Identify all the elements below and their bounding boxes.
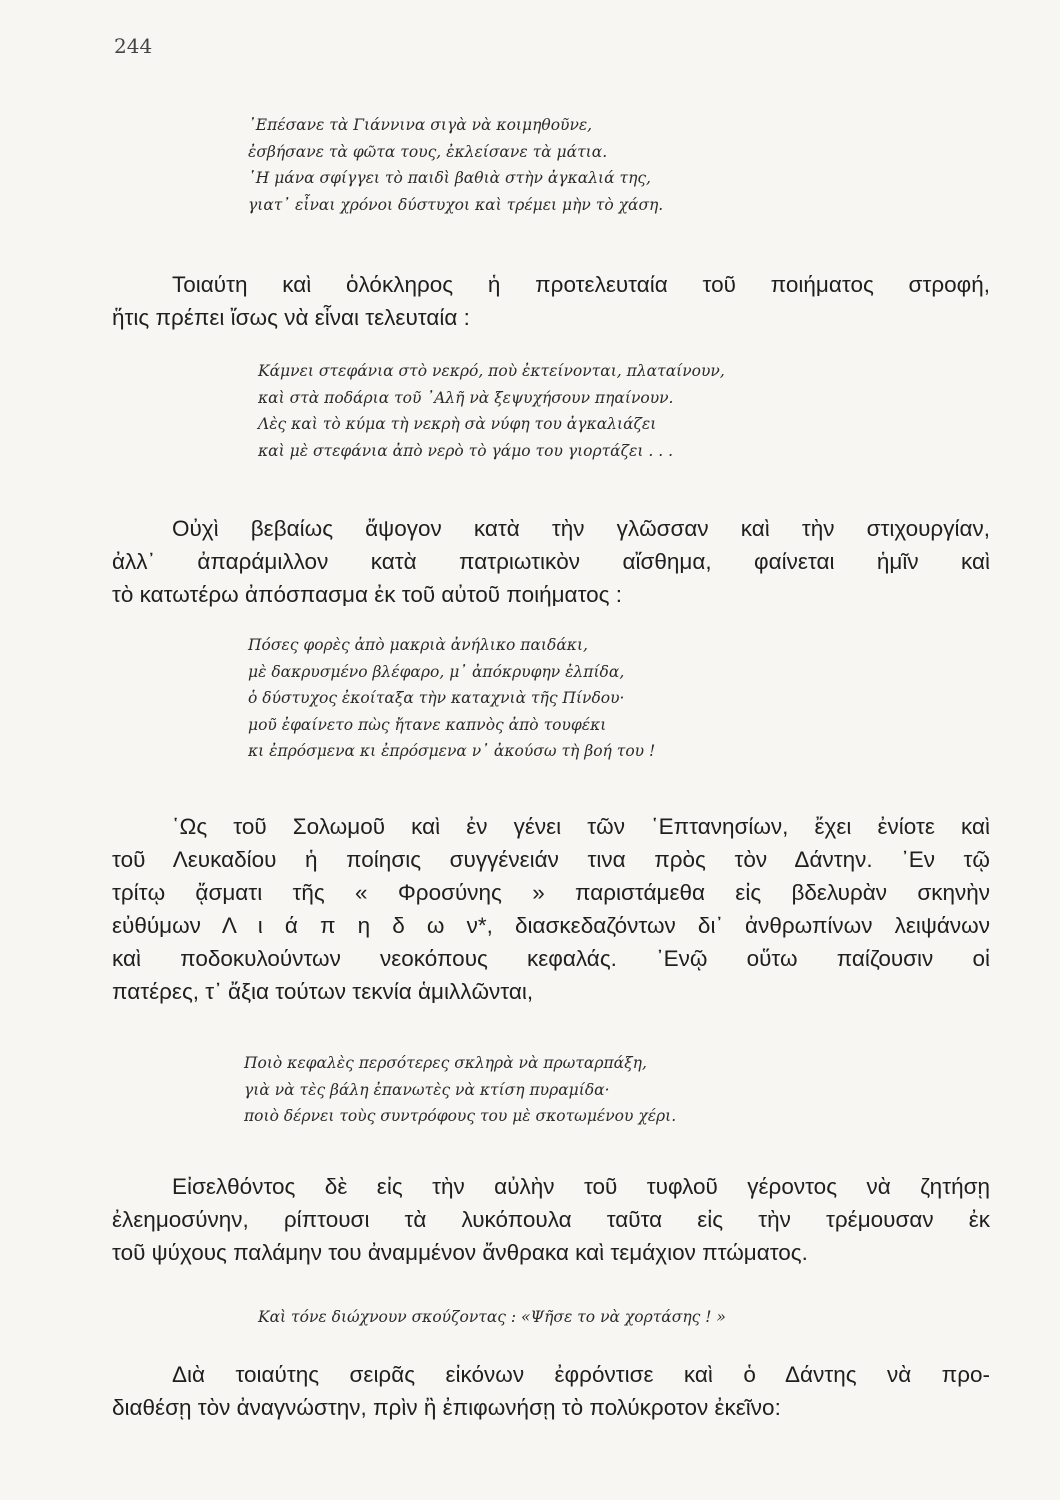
paragraph-line: καὶ ποδοκυλούντων νεοκόπους κεφαλάς. ᾿Ενῷ οὕτω παίζουσιν οἱ (112, 946, 990, 971)
verse-line: ῾Η μάνα σφίγγει τὸ παιδὶ βαθιὰ στὴν ἀγκαλιά της, (248, 169, 651, 187)
paragraph-line: Διὰ τοιαύτης σειρᾶς εἰκόνων ἐφρόντισε καὶ ὁ Δάντης νὰ προ- (172, 1362, 990, 1387)
verse-line: Ποιὸ κεφαλὲς περσότερες σκληρὰ νὰ πρωταρπάξη, (244, 1054, 647, 1072)
paragraph-line: τρίτῳ ᾄσματι τῆς « Φροσύνης » παριστάμεθα εἰς βδελυρὰν σκηνὴν (112, 880, 990, 905)
verse-line: Πόσες φορὲς ἀπὸ μακριὰ ἀνήλικο παιδάκι, (248, 636, 588, 654)
paragraph-line: Τοιαύτη καὶ ὁλόκληρος ἡ προτελευταία τοῦ ποιήματος στροφή, (172, 272, 990, 297)
paragraph-line: τὸ κατωτέρω ἀπόσπασμα ἐκ τοῦ αὐτοῦ ποιήματος : (112, 582, 622, 607)
verse-line: καὶ μὲ στεφάνια ἀπὸ νερὸ τὸ γάμο του γιορτάζει . . . (258, 441, 674, 460)
verse-block-5 (258, 1304, 726, 1331)
paragraph-5 (112, 1358, 990, 1424)
paragraph-line: ἐλεημοσύνην, ρίπτουσι τὰ λυκόπουλα ταῦτα εἰς τὴν τρέμουσαν ἐκ (112, 1207, 990, 1232)
verse-line: Καὶ τόνε διώχνουν σκούζοντας : «Ψῆσε το νὰ χορτάσης ! » (258, 1308, 726, 1326)
verse-line: γιὰ νὰ τὲς βάλη ἐπανωτὲς νὰ κτίση πυραμίδα· (244, 1080, 610, 1099)
paragraph-3 (112, 810, 990, 1008)
paragraph-line: τοῦ ψύχους παλάμην του ἀναμμένον ἄνθρακα καὶ τεμάχιον πτώματος. (112, 1240, 808, 1265)
verse-block-4 (244, 1050, 676, 1130)
paragraph-1 (112, 268, 990, 334)
verse-line: μὲ δακρυσμένο βλέφαρο, μ᾿ ἀπόκρυφην ἐλπίδα, (248, 662, 625, 681)
paragraph-2 (112, 512, 990, 611)
verse-line: μοῦ ἐφαίνετο πὼς ἤτανε καπνὸς ἀπὸ τουφέκι (248, 715, 607, 734)
verse-line: ποιὸ δέρνει τοὺς συντρόφους του μὲ σκοτωμένου χέρι. (244, 1107, 677, 1125)
verse-block-1 (248, 112, 663, 218)
paragraph-line: Εἰσελθόντος δὲ εἰς τὴν αὐλὴν τοῦ τυφλοῦ γέροντος νὰ ζητήσῃ (172, 1174, 990, 1199)
verse-line: ᾿Επέσανε τὰ Γιάννινα σιγὰ νὰ κοιμηθοῦνε, (248, 116, 593, 134)
paragraph-line: τοῦ Λευκαδίου ἡ ποίησις συγγένειάν τινα πρὸς τὸν Δάντην. ᾿Εν τῷ (112, 847, 990, 872)
paragraph-line: διαθέσῃ τὸν ἀναγνώστην, πρὶν ἢ ἐπιφωνήσῃ τὸ πολύκροτον ἐκεῖνο: (112, 1395, 781, 1420)
paragraph-line: ἀλλ᾿ ἀπαράμιλλον κατὰ πατριωτικὸν αἴσθημα, φαίνεται ἡμῖν καὶ (112, 549, 990, 574)
paragraph-line: Οὐχὶ βεβαίως ἄψογον κατὰ τὴν γλῶσσαν καὶ τὴν στιχουργίαν, (172, 516, 990, 541)
verse-line: κι ἐπρόσμενα κι ἐπρόσμενα ν᾿ ἀκούσω τὴ βοή του ! (248, 742, 656, 760)
verse-line: καὶ στὰ ποδάρια τοῦ ᾿Αλῆ νὰ ξεψυχήσουν πηαίνουν. (258, 388, 674, 407)
paragraph-line: ἥτις πρέπει ἴσως νὰ εἶναι τελευταία : (112, 305, 470, 330)
verse-block-2 (258, 358, 725, 464)
verse-line: ὁ δύστυχος ἐκοίταξα τὴν καταχνιὰ τῆς Πίνδου· (248, 689, 625, 707)
paragraph-line: εὐθύμων Λ ι ά π η δ ω ν*, διασκεδαζόντων δι᾿ ἀνθρωπίνων λειψάνων (112, 913, 990, 938)
paragraph-4 (112, 1170, 990, 1269)
verse-line: γιατ᾿ εἶναι χρόνοι δύστυχοι καὶ τρέμει μὴν τὸ χάση. (248, 195, 664, 214)
verse-line: Λὲς καὶ τὸ κύμα τὴ νεκρὴ σὰ νύφη του ἀγκαλιάζει (258, 415, 657, 433)
paragraph-line: πατέρες, τ᾿ ἄξια τούτων τεκνία ἁμιλλῶνται, (112, 979, 534, 1004)
verse-line: Κάμνει στεφάνια στὸ νεκρό, ποὺ ἐκτείνονται, πλαταίνουν, (258, 362, 725, 380)
verse-line: ἐσβήσανε τὰ φῶτα τους, ἐκλείσανε τὰ μάτια. (248, 142, 608, 161)
verse-block-3 (248, 632, 655, 765)
paragraph-line: ῾Ως τοῦ Σολωμοῦ καὶ ἐν γένει τῶν ῾Επτανησίων, ἔχει ἐνίοτε καὶ (172, 814, 990, 839)
page-number: 244 (114, 34, 153, 58)
